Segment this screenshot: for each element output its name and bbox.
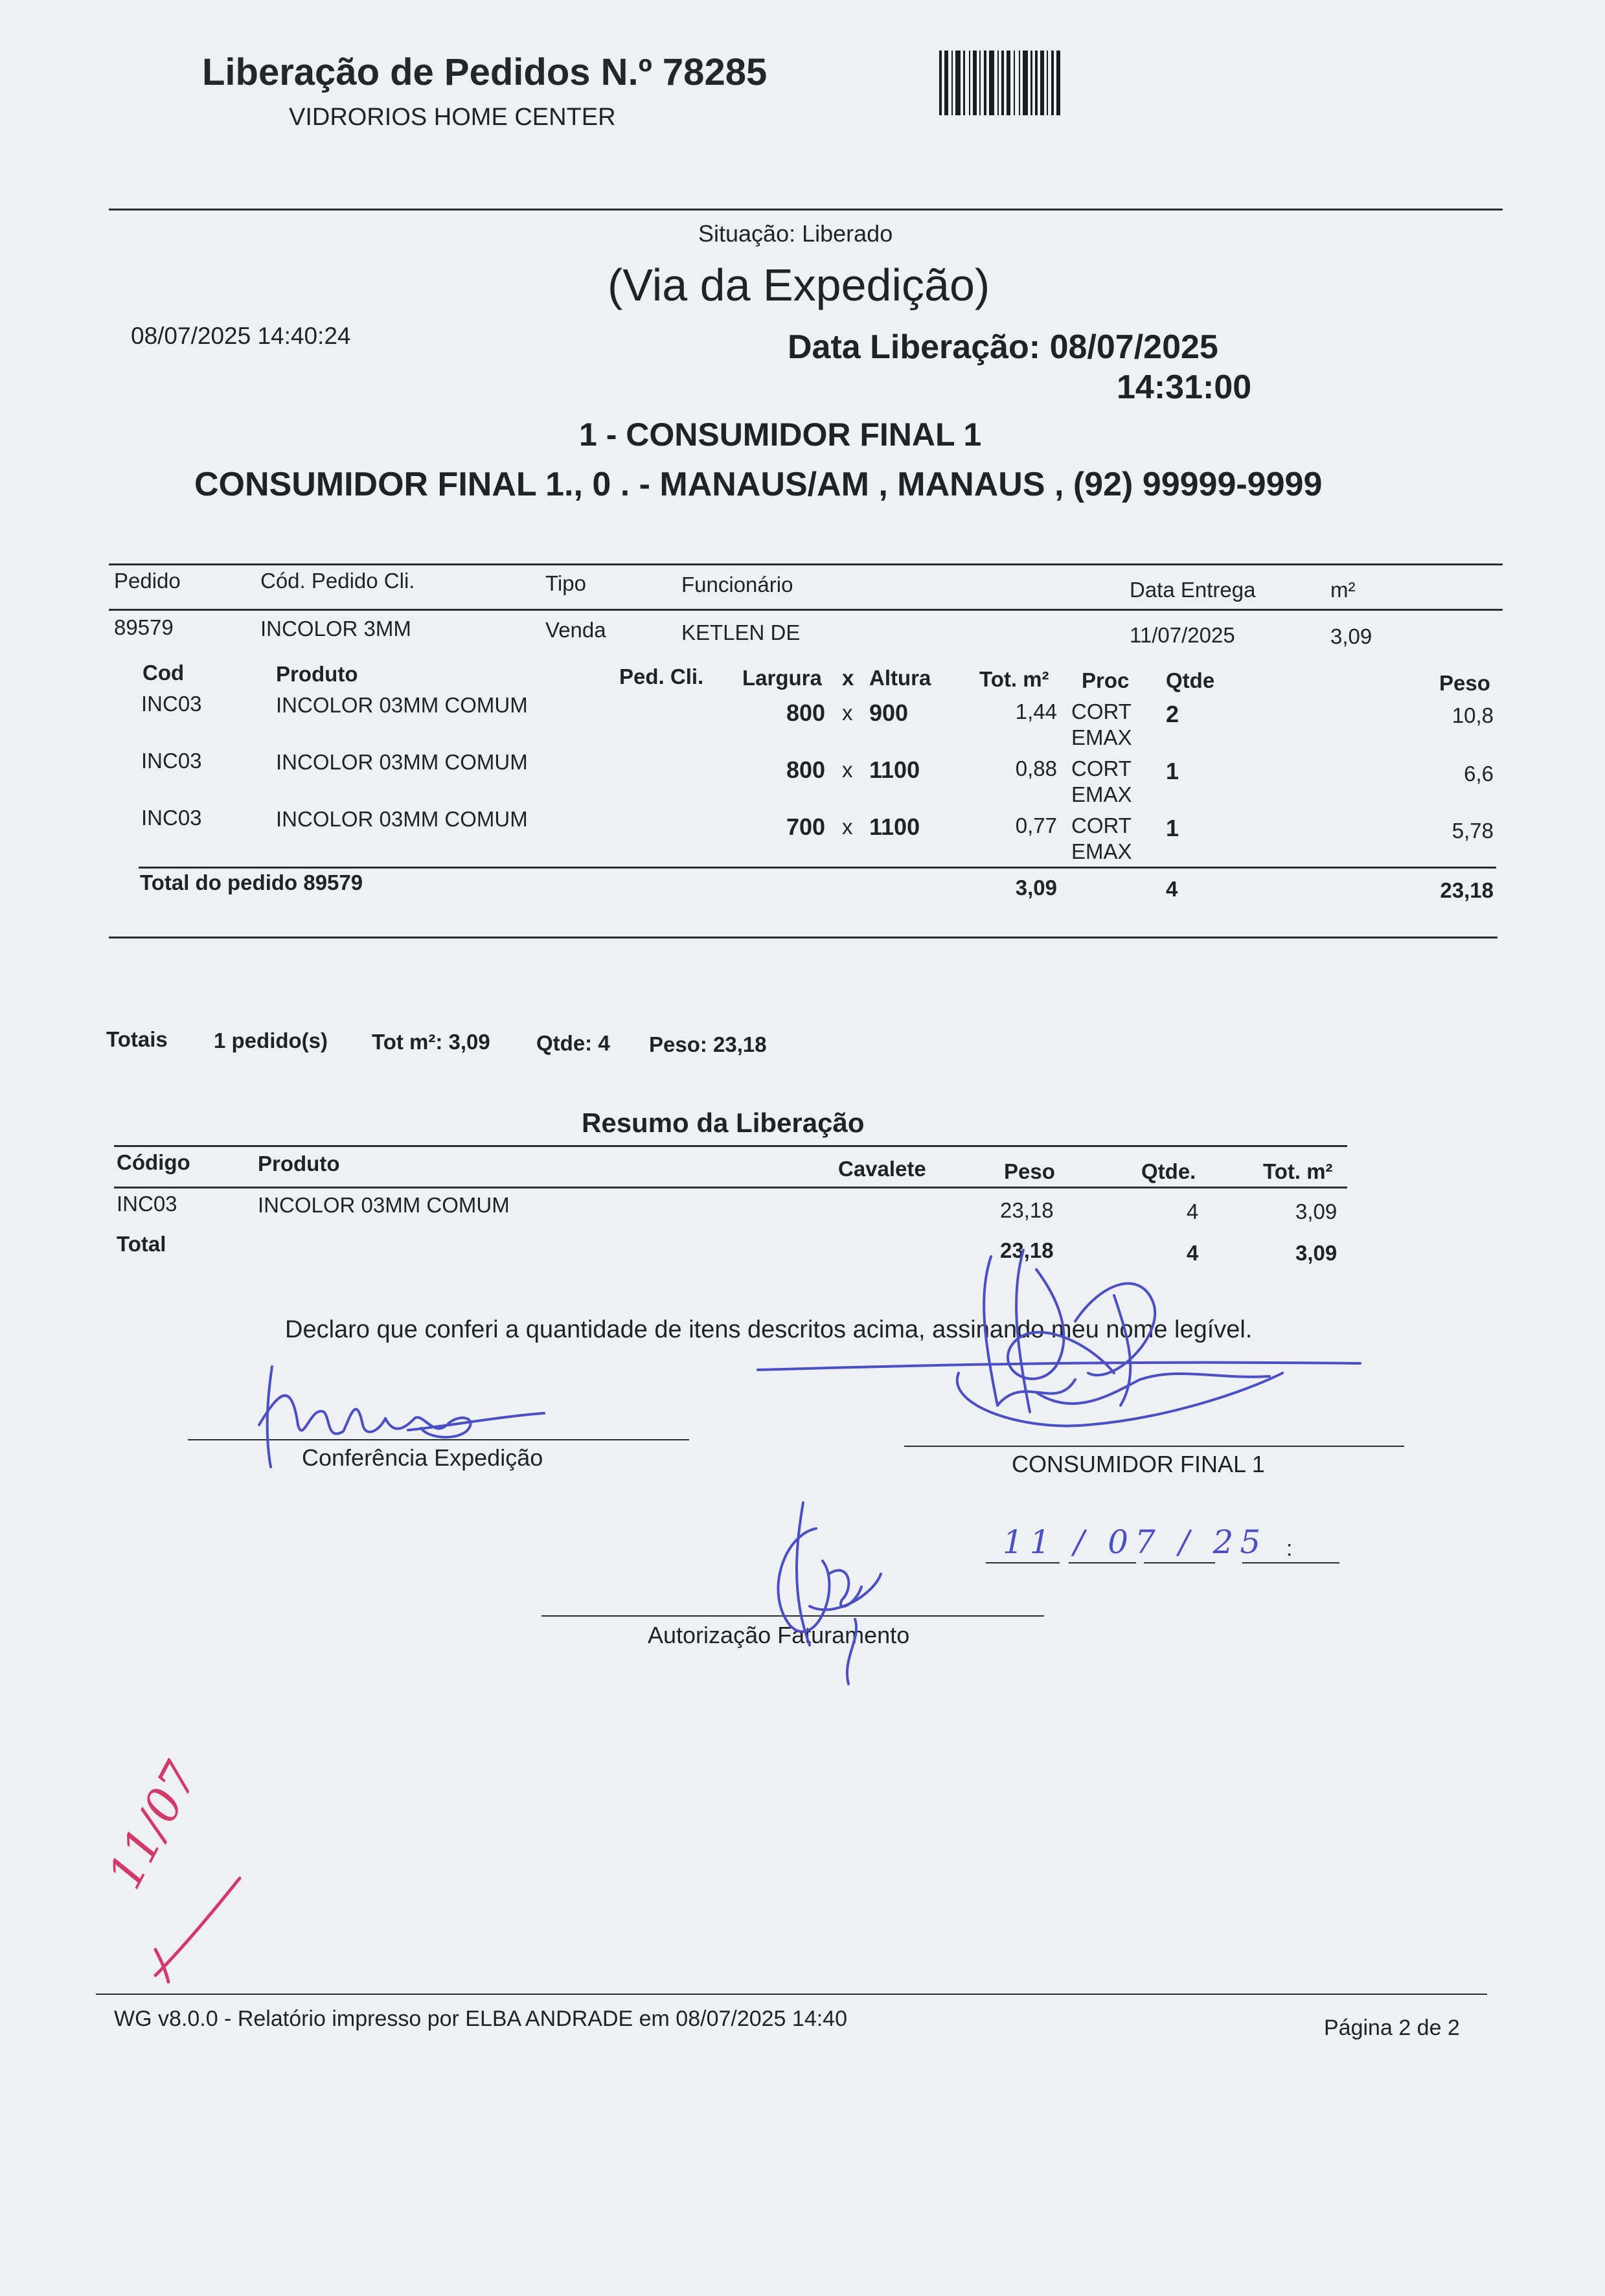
barcode-bar bbox=[1047, 51, 1048, 115]
order-bottom-rule bbox=[109, 937, 1497, 938]
summary-col-produto: Produto bbox=[258, 1152, 340, 1176]
barcode-bar bbox=[951, 51, 953, 115]
item-tot-m2: 0,77 bbox=[1015, 813, 1057, 837]
barcode-bar bbox=[1019, 51, 1020, 115]
summary-col-codigo: Código bbox=[117, 1150, 190, 1174]
items-col-produto: Produto bbox=[276, 662, 358, 686]
item-proc: CORT bbox=[1071, 756, 1132, 780]
barcode-bar bbox=[1023, 51, 1028, 115]
barcode-bar bbox=[997, 51, 999, 115]
item-proc: EMAX bbox=[1071, 782, 1132, 806]
summary-total-label: Total bbox=[117, 1232, 166, 1256]
items-col-tot-m2: Tot. m² bbox=[979, 667, 1049, 691]
handwritten-signature-autorizacao bbox=[745, 1490, 900, 1697]
item-altura: 1100 bbox=[869, 756, 920, 783]
item-tot-m2: 1,44 bbox=[1015, 699, 1057, 723]
order-tipo: Venda bbox=[545, 618, 606, 642]
item-tot-m2: 0,88 bbox=[1015, 756, 1057, 780]
item-peso: 6,6 bbox=[1464, 762, 1494, 786]
signature-line-autorizacao bbox=[541, 1615, 1044, 1617]
barcode-bar bbox=[1030, 51, 1032, 115]
footer-page: Página 2 de 2 bbox=[1324, 2016, 1460, 2040]
barcode-bar bbox=[973, 51, 977, 115]
order-total-label: Total do pedido 89579 bbox=[140, 870, 363, 894]
summary-codigo: INC03 bbox=[117, 1192, 177, 1216]
status-text: Situação: Liberado bbox=[698, 220, 893, 247]
client-name: 1 - CONSUMIDOR FINAL 1 bbox=[579, 416, 982, 453]
totals-label: Totais bbox=[106, 1027, 168, 1051]
summary-total-tot-m2: 3,09 bbox=[1295, 1241, 1338, 1265]
items-col-largura: Largura bbox=[742, 666, 822, 690]
barcode-bar bbox=[1035, 51, 1038, 115]
signature-line-conferencia bbox=[188, 1439, 689, 1440]
signature-line-cliente bbox=[904, 1446, 1404, 1447]
summary-top-rule bbox=[114, 1145, 1347, 1147]
items-col-qtde: Qtde bbox=[1166, 668, 1215, 692]
order-header-rule bbox=[109, 609, 1503, 611]
items-col-x: x bbox=[842, 666, 854, 690]
barcode-bar bbox=[944, 51, 948, 115]
item-peso: 5,78 bbox=[1451, 819, 1494, 843]
header-rule bbox=[109, 209, 1503, 210]
col-funcionario: Funcionário bbox=[681, 573, 793, 597]
date-line-day bbox=[986, 1562, 1060, 1563]
date-line-year bbox=[1144, 1562, 1215, 1563]
time-separator: : bbox=[1286, 1536, 1293, 1561]
totals-qtde: Qtde: 4 bbox=[536, 1031, 610, 1055]
handwritten-signature-cliente bbox=[751, 1244, 1373, 1477]
item-largura: 800 bbox=[786, 756, 826, 783]
order-total-m2: 3,09 bbox=[1015, 876, 1057, 900]
col-cod-cli: Cód. Pedido Cli. bbox=[260, 569, 415, 593]
item-qtde: 2 bbox=[1166, 701, 1179, 727]
summary-col-tot-m2: Tot. m² bbox=[1263, 1159, 1333, 1183]
company-name: VIDRORIOS HOME CENTER bbox=[289, 104, 616, 131]
summary-col-qtde: Qtde. bbox=[1141, 1159, 1196, 1183]
date-line-month bbox=[1069, 1562, 1136, 1563]
items-col-proc: Proc bbox=[1082, 668, 1130, 692]
barcode-bar bbox=[969, 51, 970, 115]
item-qtde: 1 bbox=[1166, 758, 1179, 784]
summary-tot-m2: 3,09 bbox=[1295, 1199, 1338, 1223]
items-col-peso: Peso bbox=[1439, 671, 1490, 695]
barcode-bar bbox=[1051, 51, 1054, 115]
summary-header-rule bbox=[114, 1187, 1347, 1188]
barcode-bar bbox=[1001, 51, 1004, 115]
col-m2: m² bbox=[1330, 578, 1356, 602]
summary-total-qtde: 4 bbox=[1187, 1241, 1199, 1265]
order-pedido: 89579 bbox=[114, 615, 174, 639]
handwritten-date: 11 / 07 / 25 bbox=[1003, 1523, 1268, 1561]
item-x: x bbox=[842, 815, 853, 839]
barcode-bar bbox=[989, 51, 994, 115]
via-title: (Via da Expedição) bbox=[608, 260, 990, 310]
summary-produto: INCOLOR 03MM COMUM bbox=[258, 1193, 510, 1217]
summary-peso: 23,18 bbox=[1000, 1198, 1054, 1222]
col-data-entrega: Data Entrega bbox=[1130, 578, 1256, 602]
item-proc: CORT bbox=[1071, 699, 1132, 723]
order-total-rule bbox=[139, 867, 1496, 869]
order-total-peso: 23,18 bbox=[1440, 878, 1494, 902]
totals-peso: Peso: 23,18 bbox=[649, 1032, 767, 1056]
release-date: Data Liberação: 08/07/2025 bbox=[788, 328, 1218, 366]
handwritten-margin-note: 11/07 bbox=[97, 1753, 209, 1898]
order-cod-cli: INCOLOR 3MM bbox=[260, 617, 411, 641]
margin-checkmark bbox=[142, 1872, 246, 1988]
barcode-bar bbox=[1056, 51, 1060, 115]
footer-rule bbox=[96, 1994, 1487, 1995]
col-tipo: Tipo bbox=[545, 571, 586, 595]
item-cod: INC03 bbox=[141, 806, 202, 830]
item-produto: INCOLOR 03MM COMUM bbox=[276, 693, 528, 717]
barcode-bar bbox=[984, 51, 986, 115]
declaration-text: Declaro que conferi a quantidade de itens descritos acima, assinando meu nome legível. bbox=[285, 1316, 1253, 1343]
barcode bbox=[938, 48, 1184, 119]
item-peso: 10,8 bbox=[1451, 703, 1494, 727]
order-data-entrega: 11/07/2025 bbox=[1130, 623, 1235, 647]
summary-title: Resumo da Liberação bbox=[582, 1108, 865, 1138]
col-pedido: Pedido bbox=[114, 569, 181, 593]
barcode-bar bbox=[979, 51, 981, 115]
summary-total-peso: 23,18 bbox=[1000, 1238, 1054, 1262]
items-col-cod: Cod bbox=[142, 661, 185, 685]
summary-col-peso: Peso bbox=[1004, 1159, 1055, 1183]
totals-m2: Tot m²: 3,09 bbox=[372, 1030, 490, 1054]
barcode-bar bbox=[1007, 51, 1010, 115]
item-produto: INCOLOR 03MM COMUM bbox=[276, 750, 528, 774]
signature-label-autorizacao: Autorização Faturamento bbox=[648, 1622, 910, 1648]
item-largura: 800 bbox=[786, 699, 826, 726]
signature-label-conferencia: Conferência Expedição bbox=[302, 1444, 543, 1471]
barcode-bar bbox=[955, 51, 961, 115]
item-qtde: 1 bbox=[1166, 815, 1179, 841]
item-x: x bbox=[842, 758, 853, 782]
release-time: 14:31:00 bbox=[1117, 369, 1252, 406]
item-altura: 1100 bbox=[869, 813, 920, 840]
footer-report: WG v8.0.0 - Relatório impresso por ELBA ANDRADE em 08/07/2025 14:40 bbox=[114, 2006, 847, 2031]
item-largura: 700 bbox=[786, 813, 826, 840]
summary-qtde: 4 bbox=[1187, 1199, 1199, 1223]
item-cod: INC03 bbox=[141, 749, 202, 773]
summary-col-cavalete: Cavalete bbox=[838, 1157, 926, 1181]
document-title: Liberação de Pedidos N.º 78285 bbox=[202, 51, 768, 93]
items-col-ped-cli: Ped. Cli. bbox=[619, 665, 704, 688]
order-m2: 3,09 bbox=[1330, 624, 1372, 648]
barcode-bar bbox=[963, 51, 965, 115]
order-funcionario: KETLEN DE bbox=[681, 620, 801, 644]
time-line bbox=[1242, 1562, 1339, 1563]
item-proc: CORT bbox=[1071, 813, 1132, 837]
client-address: CONSUMIDOR FINAL 1., 0 . - MANAUS/AM , MANAUS , (92) 99999-9999 bbox=[194, 466, 1323, 503]
signature-label-cliente: CONSUMIDOR FINAL 1 bbox=[1012, 1451, 1265, 1477]
item-proc: EMAX bbox=[1071, 839, 1132, 863]
items-col-altura: Altura bbox=[869, 666, 931, 690]
item-proc: EMAX bbox=[1071, 725, 1132, 749]
item-produto: INCOLOR 03MM COMUM bbox=[276, 807, 528, 831]
barcode-bar bbox=[1014, 51, 1015, 115]
item-altura: 900 bbox=[869, 699, 909, 726]
order-top-rule bbox=[109, 563, 1503, 565]
barcode-bar bbox=[1040, 51, 1044, 115]
printed-timestamp: 08/07/2025 14:40:24 bbox=[131, 323, 351, 349]
item-cod: INC03 bbox=[141, 692, 202, 716]
totals-pedidos: 1 pedido(s) bbox=[214, 1029, 328, 1052]
barcode-bar bbox=[939, 51, 942, 115]
item-x: x bbox=[842, 701, 853, 725]
order-total-qtde: 4 bbox=[1166, 877, 1178, 901]
